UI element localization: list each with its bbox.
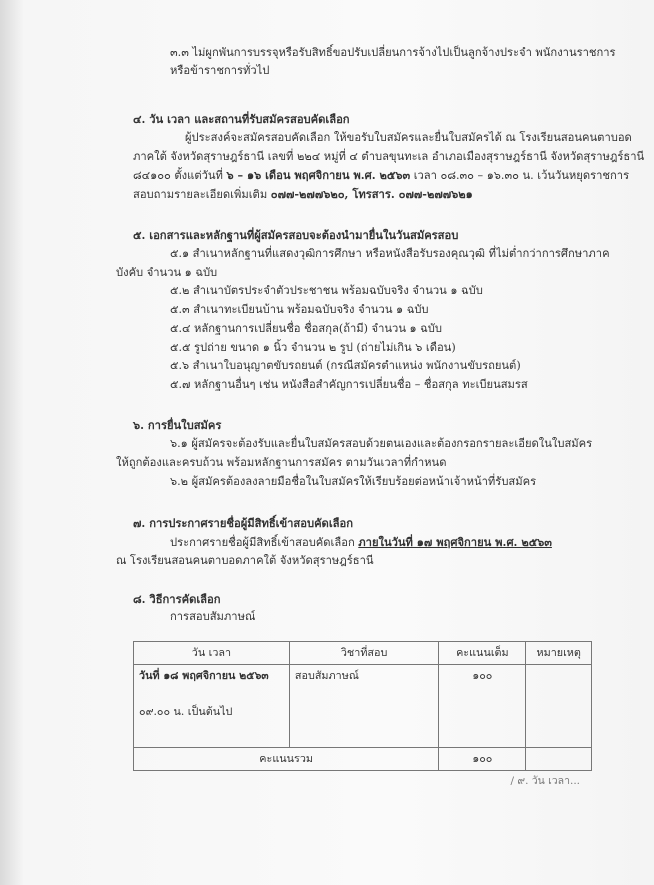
sec5-item-1: ๕.๑ สำเนาหลักฐานที่แสดงวุฒิการศึกษา หรือหนังสือรับรองคุณวุฒิ ที่ไม่ต่ำกว่าการศึกษาภาค xyxy=(170,247,610,260)
sec5-item-4: ๕.๔ หลักฐานการเปลี่ยนชื่อ ชื่อสกุล(ถ้ามี) จำนวน ๑ ฉบับ xyxy=(170,322,443,335)
header-remark: หมายเหตุ xyxy=(526,642,592,665)
table-total-row xyxy=(134,748,592,771)
header-subject: วิชาที่สอบ xyxy=(289,642,438,665)
sec7-l1 xyxy=(170,533,552,552)
sec4-time: เวลา ๐๘.๓๐ – ๑๖.๓๐ น. เว้นวันหยุดราชการ xyxy=(410,169,630,182)
total-remark xyxy=(526,748,592,771)
total-label: คะแนนรวม xyxy=(134,748,439,771)
cell-remark xyxy=(526,665,592,748)
sec4-p1-l3 xyxy=(133,166,629,185)
table-header-row xyxy=(134,642,592,665)
sec5-item-2: ๕.๒ สำเนาบัตรประจำตัวประชาชน พร้อมฉบับจริง จำนวน ๑ ฉบับ xyxy=(170,284,483,297)
sec4-date-range: ๖ – ๑๖ เดือน พฤศจิกายน พ.ศ. ๒๕๖๓ xyxy=(226,168,411,182)
sec8-sub: การสอบสัมภาษณ์ xyxy=(170,610,256,623)
total-score: ๑๐๐ xyxy=(439,748,526,771)
sec7-announce-prefix: ประกาศรายชื่อผู้มีสิทธิ์เข้าสอบคัดเลือก xyxy=(170,536,359,549)
sec4-heading: ๔. วัน เวลา และสถานที่รับสมัครสอบคัดเลือก xyxy=(133,112,350,126)
table-row xyxy=(134,665,592,748)
sec5-item-6: ๕.๖ สำเนาใบอนุญาตขับรถยนต์ (กรณีสมัครตำแหน่ง พนักงานขับรถยนต์) xyxy=(170,359,521,372)
header-full-score: คะแนนเต็ม xyxy=(439,642,526,665)
sec4-phone: ๐๗๗-๒๗๗๖๒๐, โทรสาร. ๐๗๗-๒๗๗๖๒๑ xyxy=(270,187,473,201)
sec4-p1-l4 xyxy=(133,185,473,204)
sec7-heading: ๗. การประกาศรายชื่อผู้มีสิทธิ์เข้าสอบคัดเลือก xyxy=(133,516,353,530)
sec5-item-7: ๕.๗ หลักฐานอื่นๆ เช่น หนังสือสำคัญการเปลี่ยนชื่อ – ชื่อสกุล ทะเบียนสมรส xyxy=(170,378,528,391)
exam-time: ๐๙.๐๐ น. เป็นต้นไป xyxy=(139,705,233,718)
cell-subject: สอบสัมภาษณ์ xyxy=(289,665,438,748)
sec5-heading: ๕. เอกสารและหลักฐานที่ผู้สมัครสอบจะต้องนำมายื่นในวันสมัครสอบ xyxy=(133,228,459,242)
header-date-time: วัน เวลา xyxy=(134,642,290,665)
sec3-item: ๓.๓ ไม่ผูกพันการบรรจุหรือรับสิทธิ์ขอปรับเปลี่ยนการจ้างไปเป็นลูกจ้างประจำ พนักงานราชการ xyxy=(170,46,616,59)
sec5-item-3: ๕.๓ สำเนาทะเบียนบ้าน พร้อมฉบับจริง จำนวน ๑ ฉบับ xyxy=(170,303,429,316)
sec5-item-5: ๕.๕ รูปถ่าย ขนาด ๑ นิ้ว จำนวน ๒ รูป (ถ่ายไม่เกิน ๖ เดือน) xyxy=(170,341,456,354)
exam-date: วันที่ ๑๘ พฤศจิกายน ๒๕๖๓ xyxy=(139,669,269,682)
sec4-p1-l2: ภาคใต้ จังหวัดสุราษฎร์ธานี เลขที่ ๒๒๔ หมู่ที่ ๔ ตำบลขุนทะเล อำเภอเมืองสุราษฎร์ธานี จังหวัดสุราษฎร์ธานี xyxy=(133,150,645,163)
sec4-contact-prefix: สอบถามรายละเอียดเพิ่มเติม xyxy=(133,188,271,201)
sec7-l2: ณ โรงเรียนสอนคนตาบอดภาคใต้ จังหวัดสุราษฎร์ธานี xyxy=(116,554,374,567)
sec6-item-1-cont: ให้ถูกต้องและครบถ้วน พร้อมหลักฐานการสมัคร ตามวันเวลาที่กำหนด xyxy=(116,456,447,469)
sec7-announce-date: ภายในวันที่ ๑๗ พฤศจิกายน พ.ศ. ๒๕๖๓ xyxy=(358,535,552,549)
sec6-item-2: ๖.๒ ผู้สมัครต้องลงลายมือชื่อในใบสมัครให้เรียบร้อยต่อหน้าเจ้าหน้าที่รับสมัคร xyxy=(170,475,537,488)
cell-score: ๑๐๐ xyxy=(439,665,526,748)
sec6-heading: ๖. การยื่นใบสมัคร xyxy=(133,418,222,432)
exam-schedule-table xyxy=(133,641,592,771)
cell-date-time xyxy=(134,665,290,748)
sec5-item-1-cont: บังคับ จำนวน ๑ ฉบับ xyxy=(116,266,218,279)
sec8-heading: ๘. วิธีการคัดเลือก xyxy=(133,592,221,606)
sec4-date-prefix: ๘๔๑๐๐ ตั้งแต่วันที่ xyxy=(133,169,227,182)
sec4-p1-l1: ผู้ประสงค์จะสมัครสอบคัดเลือก ให้ขอรับใบสมัครและยื่นใบสมัครได้ ณ โรงเรียนสอนคนตาบอด xyxy=(185,131,632,144)
sec6-item-1: ๖.๑ ผู้สมัครจะต้องรับและยื่นใบสมัครสอบด้วยตนเองและต้องกรอกรายละเอียดในใบสมัคร xyxy=(170,437,593,450)
sec3-item-cont: หรือข้าราชการทั่วไป xyxy=(170,64,270,77)
page-footer-next: / ๙. วัน เวลา... xyxy=(510,775,580,787)
